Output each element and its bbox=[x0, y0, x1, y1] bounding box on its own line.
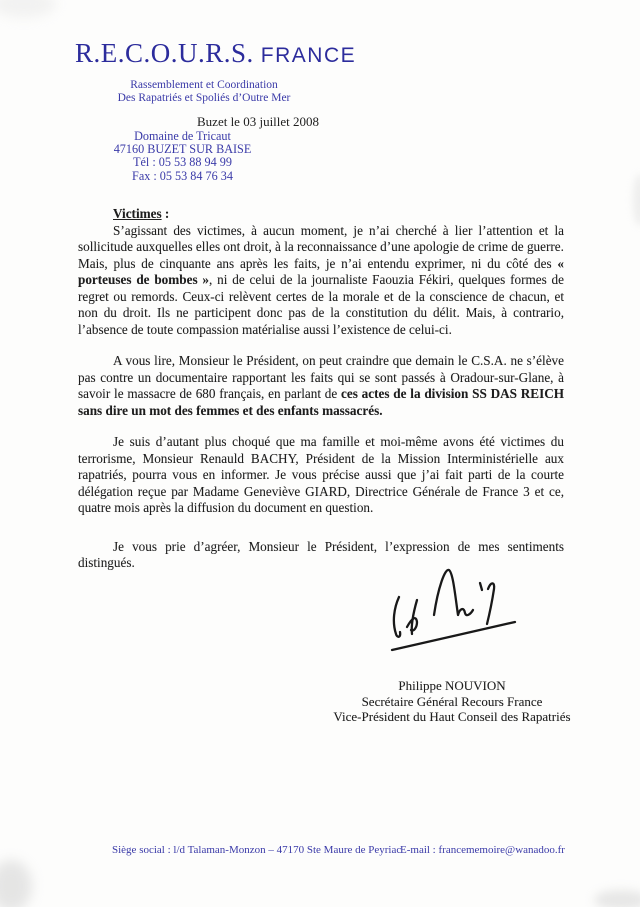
paragraph bbox=[78, 353, 564, 419]
scan-artifact bbox=[0, 860, 32, 907]
heading-word: Victimes bbox=[113, 206, 162, 221]
footer-email: E-mail : francememoire@wanadoo.fr bbox=[400, 844, 565, 856]
signer-line: Vice-Président du Haut Conseil des Rapatriés bbox=[333, 709, 571, 724]
org-name-suffix: FRANCE bbox=[260, 44, 357, 67]
address-line: Tél : 05 53 88 94 99 bbox=[133, 155, 232, 170]
org-subtitle bbox=[98, 79, 310, 105]
text-run: S’agissant des victimes, à aucun moment, je n’ai cherché à lier l’attention et la sollicitude auxquelles elles ont droit, à la reconnaissance d’une apologie de crime de guerre. bbox=[78, 222, 564, 254]
paragraph bbox=[78, 256, 564, 339]
signer-line: Philippe NOUVION bbox=[398, 678, 506, 693]
sender-address bbox=[80, 130, 285, 183]
bold-text-run: ces actes de la division SS DAS REICH sans dire un mot des femmes et des enfants massacrés. bbox=[78, 386, 564, 418]
text-run: A vous lire, Monsieur le Président, on peut craindre que demain le C.S.A. ne s’élève pas contre un documentaire rapportant les faits qui se sont passés à Oradour-sur-Glane, à savoir le massacre de 680 français, en parlant de bbox=[78, 353, 564, 401]
address-line: Fax : 05 53 84 76 34 bbox=[132, 168, 233, 183]
scan-artifact bbox=[633, 174, 640, 226]
org-subtitle-line: Des Rapatriés et Spoliés d’Outre Mer bbox=[117, 92, 291, 105]
signer-block bbox=[299, 678, 605, 725]
section-heading bbox=[78, 206, 564, 223]
letter-paragraphs bbox=[78, 223, 564, 517]
handwritten-signature-icon bbox=[388, 560, 523, 660]
address-line: 47160 BUZET SUR BAISE bbox=[113, 142, 252, 157]
paragraph bbox=[78, 223, 564, 256]
paragraph bbox=[78, 434, 564, 517]
closing-line: Je vous prie d’agréer, Monsieur le Président, l’expression de mes sentiments distingués. bbox=[78, 538, 564, 570]
signer-line: Secrétaire Général Recours France bbox=[361, 693, 543, 709]
scan-artifact bbox=[0, 0, 56, 18]
bold-text-run: « porteuses de bombes » bbox=[78, 255, 564, 287]
text-run: Mais, plus de cinquante ans après les faits, je n’ai entendu exprimer, ni du côté des bbox=[78, 255, 558, 271]
dateline: Buzet le 03 juillet 2008 bbox=[197, 114, 320, 129]
org-title bbox=[75, 38, 356, 69]
org-name: R.E.C.O.U.R.S. bbox=[75, 38, 254, 68]
footer-address: Siège social : l/d Talaman-Monzon – 47170 Ste Maure de Peyriac bbox=[112, 844, 402, 856]
heading-colon: : bbox=[161, 206, 170, 221]
text-run: Je suis d’autant plus choqué que ma famille et moi-même avons été victimes du terrorisme, Monsieur Renauld BACHY, Président de la Mission Interministérielle aux rapatriés, pourra vous en informer. Je vous précise aussi que j’ai fait parti de la courte délégation reçue par Madame Geneviève GIARD, Directrice Générale de France 3 et ce, quatre mois après la diffusion du document en question. bbox=[78, 434, 564, 515]
address-line: Domaine de Tricaut bbox=[134, 129, 231, 143]
scan-artifact bbox=[594, 890, 640, 907]
org-subtitle-line: Rassemblement et Coordination bbox=[130, 79, 278, 91]
text-run: , ni de celui de la journaliste Faouzia Fékiri, quelques formes de regret ou remords. Ceux-ci relèvent certes de la morale et de la conscience de chacun, et non du droit. Ils ne participent donc pas de la constitution du délit. Mais, à contrario, l’absence de toute compassion matérialise aussi l’existence de celui-ci. bbox=[78, 272, 564, 337]
letter-body bbox=[78, 206, 564, 572]
